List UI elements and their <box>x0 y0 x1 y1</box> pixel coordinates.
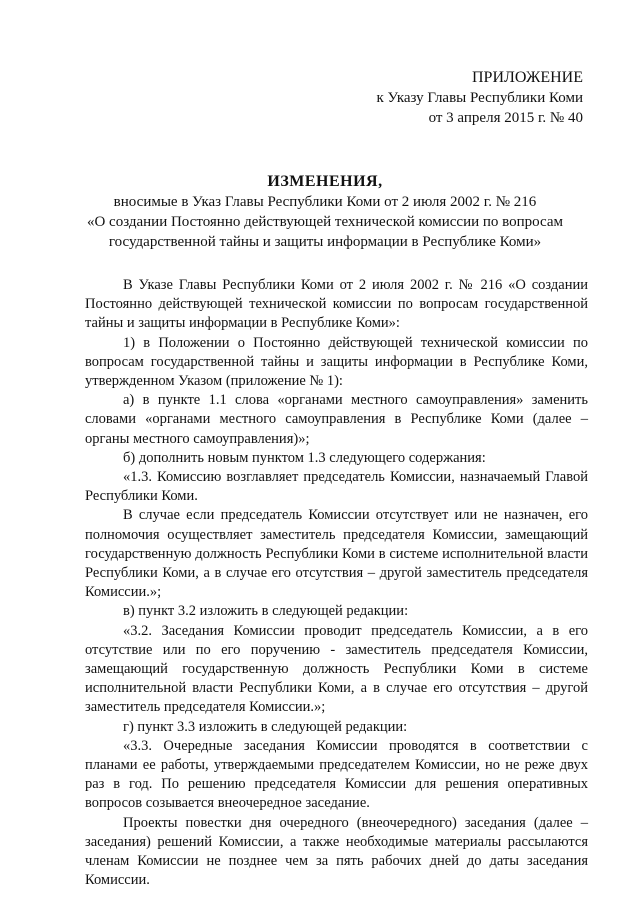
paragraph: г) пункт 3.3 изложить в следующей редакции: <box>123 718 408 735</box>
appendix-line-2: от 3 апреля 2015 г. № 40 <box>428 110 583 126</box>
paragraph: В Указе Главы Республики Коми от 2 июля 2002 г. № 216 «О создании Постоянно действующей технической комиссии по вопросам государственной тайны и защиты информации в Республике Коми»: <box>85 277 588 332</box>
paragraph: «1.3. Комиссию возглавляет председатель Комиссии, назначаемый Главой Республики Коми. <box>85 469 588 505</box>
title-line-1: вносимые в Указ Главы Республики Коми от 2 июля 2002 г. № 216 <box>113 194 537 210</box>
paragraph: а) в пункте 1.1 слова «органами местного самоуправления» заменить словами «органами местного самоуправления в Республике Коми (далее – органы местного самоуправления)»; <box>85 392 588 447</box>
paragraph: 1) в Положении о Постоянно действующей технической комиссии по вопросам государственной тайны и защиты информации в Республике Коми, утвержденном Указом (приложение № 1): <box>85 334 588 390</box>
paragraph: «3.2. Заседания Комиссии проводит председатель Комиссии, а в его отсутствие или по его поручению - заместитель председателя Комиссии, замещающий государственную должность Республики Коми в системе исполнительной власти Республики Коми, а в случае его отсутствия – другой заместитель председателя Комиссии.»; <box>85 622 588 716</box>
document-title-block <box>60 172 590 252</box>
title-line-2: «О создании Постоянно действующей технической комиссии по вопросам <box>86 214 564 230</box>
document-title: ИЗМЕНЕНИЯ, <box>267 173 383 190</box>
paragraph: Проекты повестки дня очередного (внеочередного) заседания (далее – заседания) решений Комиссии, а также необходимые материалы рассылаются членам Комиссии не позднее чем за пять рабочих дней до даты заседания Комиссии. <box>85 814 588 889</box>
paragraph: в) пункт 3.2 изложить в следующей редакции: <box>123 603 409 620</box>
paragraph: «3.3. Очередные заседания Комиссии проводятся в соответствии с планами ее работы, утверждаемыми председателем Комиссии, но не реже двух раз в год. По решению председателя Комиссии для решения оперативных вопросов созывается внеочередное заседание. <box>85 737 588 812</box>
paragraph: б) дополнить новым пунктом 1.3 следующего содержания: <box>123 449 486 466</box>
appendix-heading: ПРИЛОЖЕНИЕ <box>471 69 583 86</box>
title-line-3: государственной тайны и защиты информации в Республике Коми» <box>108 234 542 250</box>
appendix-block <box>376 68 583 128</box>
paragraph: В случае если председатель Комиссии отсутствует или не назначен, его полномочия осуществляет заместитель председателя Комиссии, замещающий государственную должность Республики Коми в системе исполнительной власти Республики Коми, а в случае его отсутствия – другой заместитель председателя Комиссии.»; <box>85 507 588 601</box>
document-body <box>85 276 588 891</box>
appendix-line-1: к Указу Главы Республики Коми <box>376 90 583 106</box>
